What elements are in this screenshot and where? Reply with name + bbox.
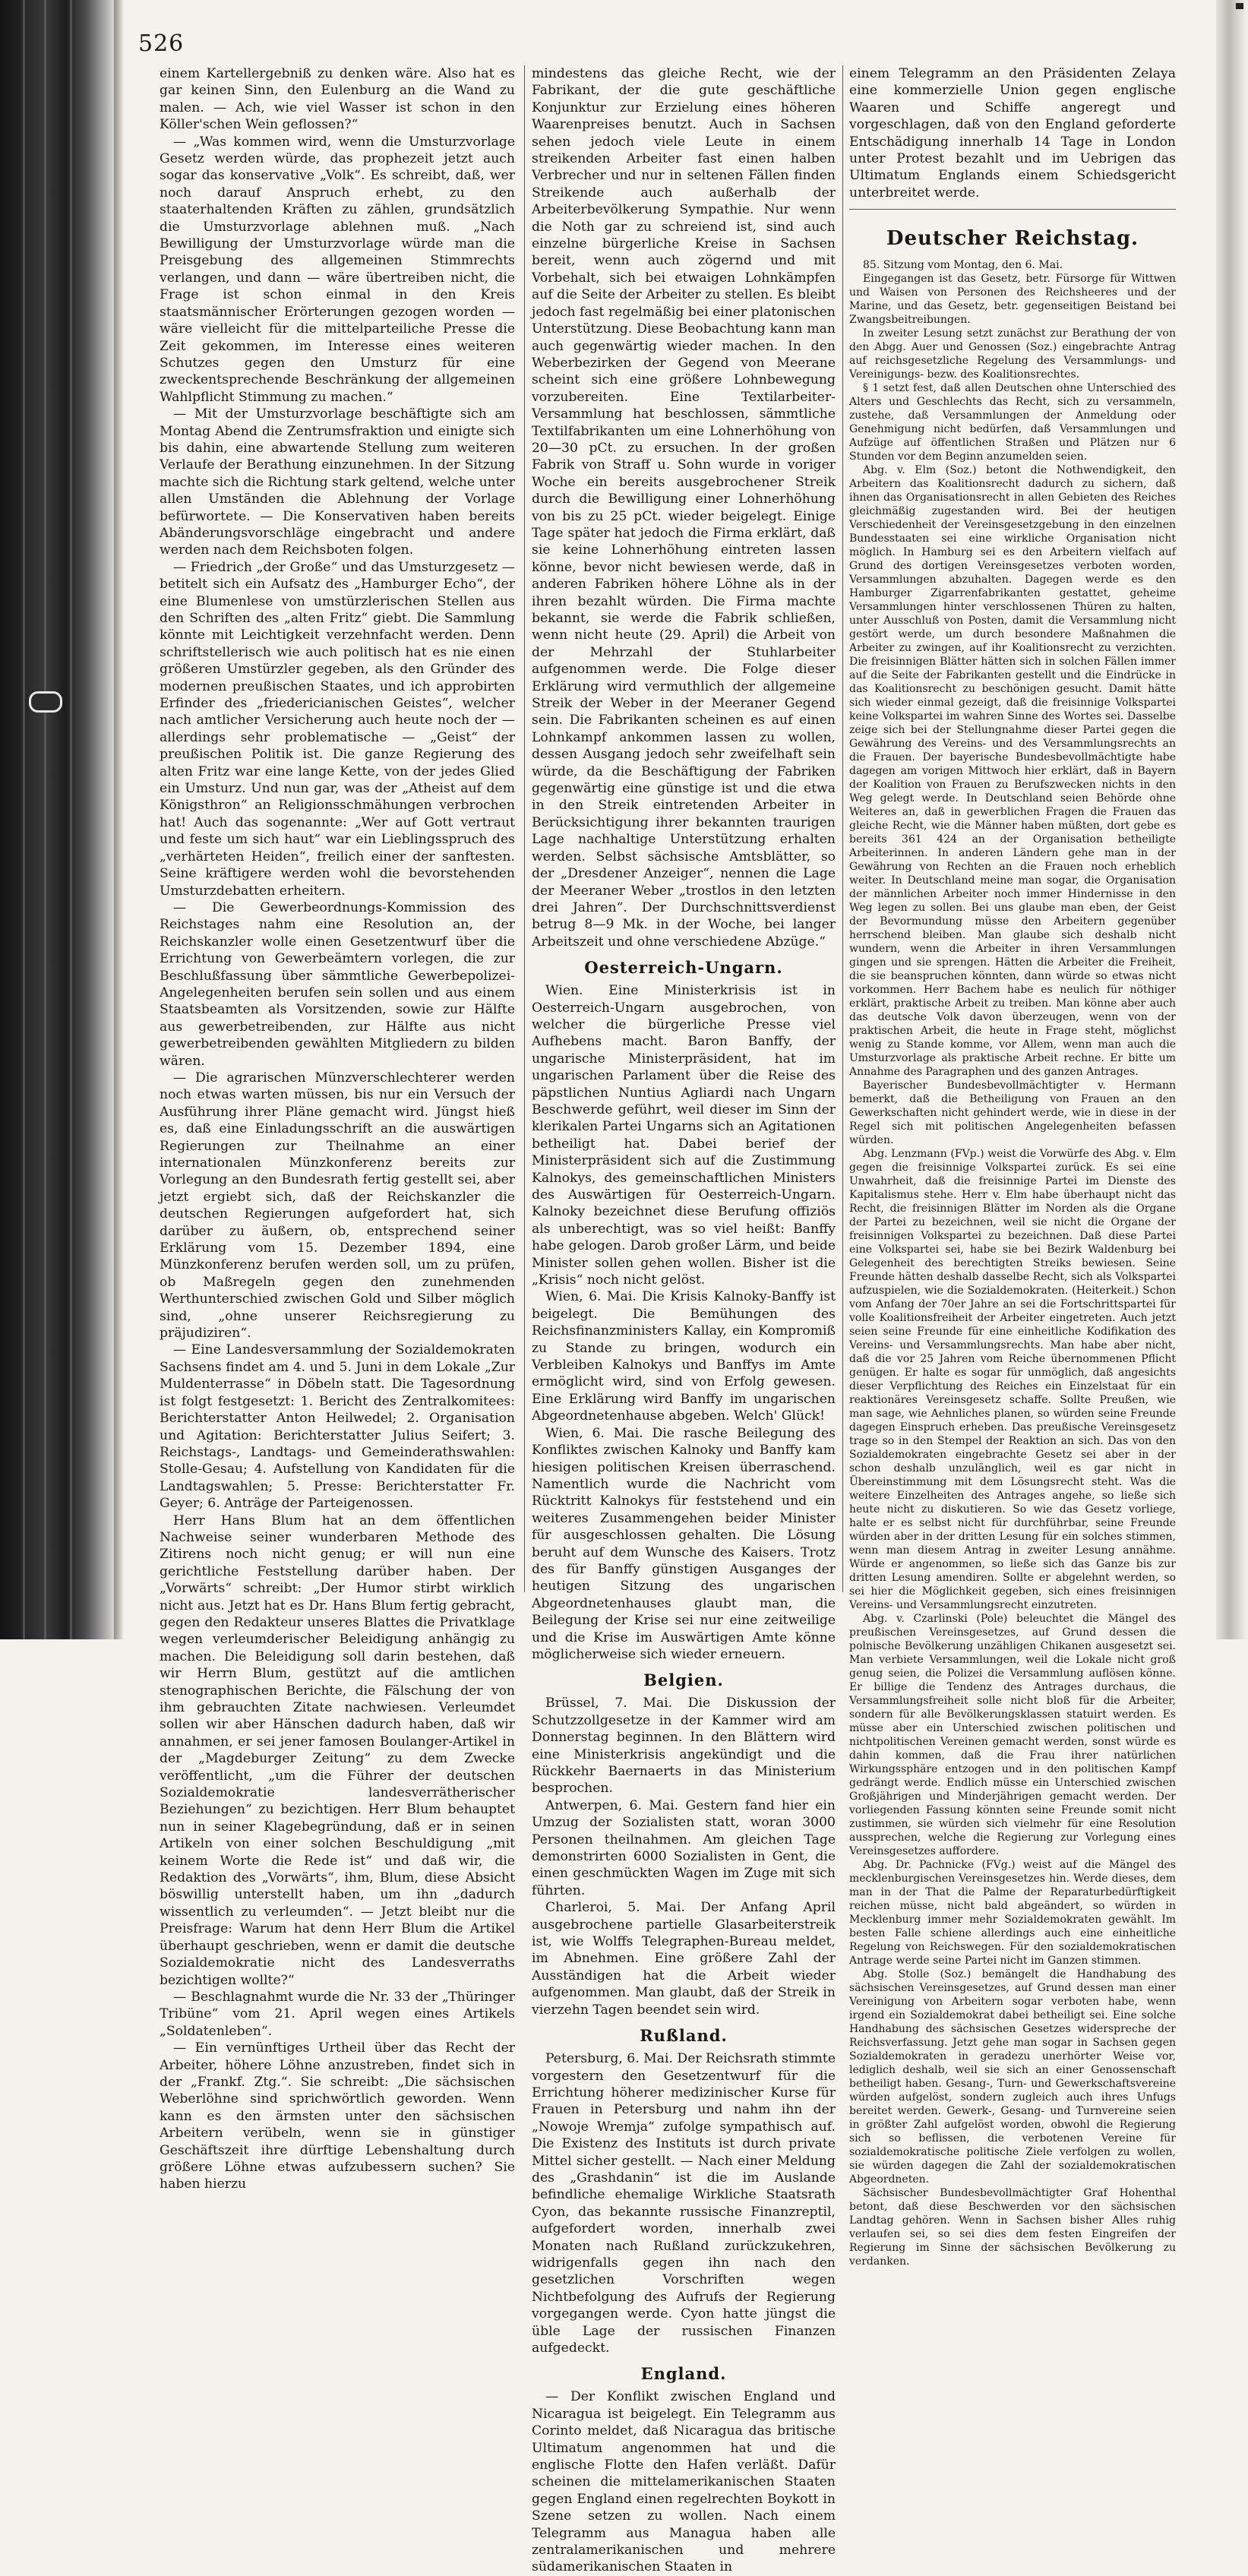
page-number: 526 <box>138 30 185 57</box>
article-paragraph: Abg. Stolle (Soz.) bemängelt die Handhabung des sächsischen Vereinsgesetzes, auf Grund dessen man einer Vereinigung von Arbeitern sogar verboten habe, wenn irgend ein Sozialdemokrat dabei betheiligt sei. Eine solche Handhabung des sächsischen Gesetzes widerspreche der Reichsverfassung. Jetzt gehe man sogar in Sachsen gegen Sozialdemokraten in geradezu unerhörter Weise vor, lediglich deshalb, weil sie sich an einer Genossenschaft betheiligt haben. Gesang-, Turn- und Gewerkschaftsvereine würden aufgelöst, sondern zugleich auch ihres Unfugs bereitet werden. Gewerk-, Gesang- und Turnvereine seien in größter Zahl aufgelöst worden, obwohl die Regierung sich so beflissen, die verbotenen Vereine für sozialdemokratische politische Ziele verfolgen zu wollen, sie würden dagegen die Zahl der sozialdemokratischen Abgeordneten. <box>849 1968 1176 2186</box>
article-paragraph: Abg. v. Czarlinski (Pole) beleuchtet die Mängel des preußischen Vereinsgesetzes, auf Grund dessen die polnische Bevölkerung unzähligen Chikanen ausgesetzt sei. Man verbiete Versammlungen, weil die Lokale nicht groß genug seien, die Polizei die Versammlung auflösen könne. Er billige die Tendenz des Antrages durchaus, die Versammlungsfreiheit solle nicht bloß für die Arbeiter, sondern für alle Bevölkerungsklassen statuirt werden. Es müsse aber ein Unterschied zwischen politischen und nichtpolitischen Vereinen gemacht werden, sonst würde es dahin kommen, daß die Frau ihrer natürlichen Wirkungssphäre entzogen und in den politischen Kampf gedrängt werde. Endlich müsse ein Unterschied zwischen Großjährigen und Minderjährigen gemacht werden. Der vorliegenden Fassung könnten seine Freunde somit nicht zustimmen, sie würden sich vielmehr für eine Resolution aussprechen, welche die Regierung zur Vorlegung eines Vereinsgesetzes auffordere. <box>849 1613 1176 1858</box>
article-paragraph: — Eine Landesversammlung der Sozialdemokraten Sachsens findet am 4. und 5. Juni in dem Lokale „Zur Muldenterrasse“ in Döbeln statt. Die Tagesordnung ist folgt festgesetzt: 1. Bericht des Zentralkomitees: Berichterstatter Anton Heilwedel; 2. Organisation und Agitation: Berichterstatter Julius Seifert; 3. Reichstags-, Landtags- und Gemeinderathswahlen: Stolle-Gesau; 4. Aufstellung von Kandidaten für die Landtagswahlen; 5. Presse: Berichterstatter Fr. Geyer; 6. Anträge der Parteigenossen. <box>160 1342 515 1512</box>
article-paragraph: Sächsischer Bundesbevollmächtigter Graf Hohenthal betont, daß diese Beschwerden vor den sächsischen Landtag gehören. Wenn in Sachsen bisher Alles ruhig verlaufen sei, so sei dies dem festen Eingreifen der Regierung im Sinne der sächsischen Bevölkerung zu verdanken. <box>849 2187 1176 2268</box>
section-divider <box>849 209 1176 210</box>
article-paragraph: Wien. Eine Ministerkrisis ist in Oesterreich-Ungarn ausgebrochen, von welcher die bürgerliche Presse viel Aufhebens macht. Baron Banffy, der ungarische Ministerpräsident, hat im ungarischen Parlament über die Reise des päpstlichen Nuntius Agliardi nach Ungarn Beschwerde geführt, weil dieser im Sinn der klerikalen Partei Ungarns sich an Agitationen betheiligt hat. Dabei berief der Ministerpräsident sich auf die Zustimmung Kalnokys, des gemeinschaftlichen Ministers des Auswärtigen für Oesterreich-Ungarn. Kalnoky bezeichnet diese Berufung offiziös als unberechtigt, was so viel heißt: Banffy habe gelogen. Darob großer Lärm, und beide Minister sollen gehen wollen. Bisher ist die „Krisis“ noch nicht gelöst. <box>532 983 836 1288</box>
article-paragraph: — Mit der Umsturzvorlage beschäftigte sich am Montag Abend die Zentrumsfraktion und einigte sich bis dahin, eine abwartende Stellung zum weiteren Verlaufe der Berathung einzunehmen. In der Sitzung machte sich die Richtung stark geltend, welche unter allen Umständen die Ablehnung der Vorlage befürwortete. — Die Konservativen haben bereits Abänderungsvorschläge eingebracht und andere werden nach dem Reichsboten folgen. <box>160 406 515 558</box>
section-heading: England. <box>640 2364 727 2384</box>
article-paragraph: Herr Hans Blum hat an dem öffentlichen Nachweise seiner wunderbaren Methode des Zitirens noch nicht genug; er will nun eine gerichtliche Feststellung darüber haben. Der „Vorwärts“ schreibt: „Der Humor stirbt wirklich nicht aus. Jetzt hat es Dr. Hans Blum fertig gebracht, gegen den Redakteur unseres Blattes die Privatklage wegen verleumderischer Beleidigung anhängig zu machen. Die Beleidigung soll darin bestehen, daß wir Herrn Blum, gestützt auf die amtlichen stenographischen Berichte, die Fälschung der von ihm gebrauchten Zitate nachwiesen. Verleumdet sollen wir aber Hänschen dadurch haben, daß wir annahmen, er sei jener famosen Boulanger-Artikel in der „Magdeburger Zeitung“ zu dem Zwecke veröffentlicht, „um die Führer der deutschen Sozialdemokratie landesverrätherischer Beziehungen“ zu bezichtigen. Herr Blum behauptet nun in seiner Klagebegründung, daß er in seinen Artikeln von einer solchen Beschuldigung „mit keinem Worte die Rede ist“ und daß wir, die Redaktion des „Vorwärts“, ihm, Blum, diese Absicht böswillig unterstellt haben, um ihn „dadurch wissentlich zu verleumden“. — Jetzt bleibt nur die Preisfrage: Warum hat denn Herr Blum die Artikel überhaupt geschrieben, wenn er damit die deutsche Sozialdemokratie nicht des Landesverraths bezichtigen wollte?“ <box>160 1512 515 1988</box>
section-heading: Oesterreich-Ungarn. <box>584 958 783 978</box>
article-paragraph: Abg. Lenzmann (FVp.) weist die Vorwürfe des Abg. v. Elm gegen die freisinnige Volkspartei zurück. Es sei eine Unwahrheit, daß die freisinnige Partei im Dienste des Kapitalismus stehe. Herr v. Elm habe überhaupt nicht das Recht, die freisinnigen Blätter im Norden als die Organe der Partei zu bezeichnen, weil sie nicht die Organe der freisinnigen Volkspartei zu bezeichnen. Daß diese Partei eine Volkspartei sei, habe sie bei Bezirk Waldenburg bei Gelegenheit des berechtigten Streiks bewiesen. Seine Freunde hätten deshalb dasselbe Recht, sich als Volkspartei aufzuspielen, wie die Sozialdemokraten. (Heiterkeit.) Schon vom Anfang der 70er Jahre an sei die Fortschrittspartei für volle Koalitionsfreiheit der Arbeiter eingetreten. Auch jetzt seien seine Freunde für eine einheitliche Kodifikation des Vereins- und Versammlungsrechts. Man habe aber nicht, daß die vor 25 Jahren vom Reiche übernommenen Pflicht genügen. Er halte es sogar für unmöglich, daß angesichts dieser Verpflichtung des Reiches ein Einzelstaat für ein reaktionäres Vereinsgesetz schaffe. Sollte Preußen, wie man sage, wie Aehnliches planen, so würden seine Freunde dagegen Einspruch erheben. Das preußische Vereinsgesetz trage so in den Stempel der Reaktion an sich. Das von den Sozialdemokraten eingebrachte Gesetz sei aber in der schon deshalb unzulänglich, weil es gar nicht in Übereinstimmung mit dem Lösungsrecht steht. Was die weitere Einzelheiten des Antrages angehe, so ließe sich heute nicht zu diskutieren. So wie das Gesetz vorliege, halte er es selbst nicht für durchführbar, seine Freunde würden aber in der dritten Lesung für ein solches stimmen, wenn man diesem Antrag in zweiter Lesung annähme. Würde er angenommen, so ließe sich das Ganze bis zur dritten Lesung amendiren. Sollte er abgelehnt werden, so sei hier die Möglichkeit gegeben, sich eines freisinnigen Vereins- und Versammlungsrecht einzutreten. <box>849 1148 1176 1612</box>
page-gutter <box>114 0 123 1639</box>
column-rule <box>524 65 525 1592</box>
section-heading: Rußland. <box>640 2026 728 2046</box>
article-paragraph: einem Telegramm an den Präsidenten Zelaya eine kommerzielle Union gegen englische Waaren und Schiffe angeregt und vorgeschlagen, daß von den England geforderte Entschädigung innerhalb 14 Tage in London unter Protest bezahlt und im Uebrigen das Ultimatum Englands einem Schiedsgericht unterbreitet werde. <box>849 66 1176 201</box>
article-paragraph: 85. Sitzung vom Montag, den 6. Mai. <box>863 259 1063 272</box>
article-paragraph: Abg. Dr. Pachnicke (FVg.) weist auf die Mängel des mecklenburgischen Vereinsgesetzes hin. Werde dieses, dem man in der That die Palme der Reparaturbedürftigkeit reichen müsse, nicht bald abgeändert, so würden in Mecklenburg immer mehr Sozialdemokraten gewählt. Im besten Falle schiene allerdings auch eine einheitliche Regelung von Reichswegen. Für den sozialdemokratischen Antrage werde seine Partei nicht im Ganzen stimmen. <box>849 1859 1176 1968</box>
article-paragraph: Antwerpen, 6. Mai. Gestern fand hier ein Umzug der Sozialisten statt, woran 3000 Personen theilnahmen. Am gleichen Tage demonstrirten 6000 Sozialisten in Gent, die einen geschmückten Wagen im Zuge mit sich führten. <box>532 1797 836 1898</box>
binding-hole <box>29 691 62 713</box>
book-binding <box>0 0 114 1639</box>
text-column-3 <box>849 65 1176 2268</box>
article-paragraph: einem Kartellergebniß zu denken wäre. Also hat es gar keinen Sinn, den Eulenburg an die Wand zu malen. — Ach, wie viel Wasser ist schon in den Köller'schen Wein geflossen?“ <box>160 66 515 133</box>
section-heading: Belgien. <box>643 1670 724 1690</box>
article-paragraph: — Die agrarischen Münzverschlechterer werden noch etwas warten müssen, bis nur ein Versuch der Ausführung ihrer Pläne gemacht wird. Jüngst hieß es, daß eine Einladungsschrift an die auswärtigen Regierungen zur Theilnahme an einer internationalen Münzkonferenz bereits zur Vorlegung an den Bundesrath fertig gestellt sei, aber jetzt ergiebt sich, daß der Reichskanzler die deutschen Regierungen aufgefordert hat, sich darüber zu äußern, ob, entsprechend seiner Erklärung vom 15. Dezember 1894, eine Münzkonferenz berufen werden soll, um zu prüfen, ob Maßregeln gegen den zunehmenden Werthunterschied zwischen Gold und Silber möglich sind, „ohne unserer Reichsregierung zu präjudiziren“. <box>160 1070 515 1342</box>
article-paragraph: § 1 setzt fest, daß allen Deutschen ohne Unterschied des Alters und Geschlechts das Recht, sich zu versammeln, zustehe, daß Versammlungen der Anmeldung oder Genehmigung nicht bedürfen, daß Versammlungen und Aufzüge auf öffentlichen Straßen und Plätzen nur 6 Stunden vor dem Beginn anzumelden seien. <box>849 382 1176 463</box>
article-paragraph: In zweiter Lesung setzt zunächst zur Berathung der von den Abgg. Auer und Genossen (Soz.) eingebrachte Antrag auf reichsgesetzliche Regelung des Versammlungs- und Vereinigungs- bezw. des Koalitionsrechtes. <box>849 327 1176 381</box>
text-column-2 <box>532 65 836 2575</box>
article-paragraph: Bayerischer Bundesbevollmächtigter v. Hermann bemerkt, daß die Betheiligung von Frauen an den Gewerkschaften nicht gehindert werde, wie in diese in der Regel sich mit politischen Angelegenheiten befassen würden. <box>849 1079 1176 1147</box>
article-paragraph: Abg. v. Elm (Soz.) betont die Nothwendigkeit, den Arbeitern das Koalitionsrecht dadurch zu sichern, daß ihnen das Organisationsrecht in allen Gebieten des Reiches gleichmäßig zugestanden wird. Bei der heutigen Verschiedenheit der Vereinsgesetzgebung in den einzelnen Bundesstaaten sei eine wirkliche Organisation nicht möglich. In Hamburg sei es den Arbeitern vielfach auf Grund des dortigen Vereinsgesetzes verboten worden, Versammlungen abzuhalten. Dagegen werde es den Hamburger Zigarrenfabrikanten gestattet, geheime Versammlungen hinter verschlossenen Thüren zu halten, unter Ausschluß von Posten, damit die Versammlung nicht gestört werde, um durch besondere Maßnahmen die Arbeiter zu zwingen, auf ihr Koalitionsrecht zu verzichten. Die freisinnigen Blätter hätten sich in solchen Fällen immer auf die Seite der Fabrikanten gestellt und die Eindrücke in das Koalitionsrecht zu beschönigen gesucht. Damit hätte sich wieder einmal gezeigt, daß die freisinnige Volkspartei keine Volkspartei im wahren Sinne des Wortes sei. Dasselbe zeige sich bei der Stellungnahme dieser Partei gegen die Gewährung des Vereins- und des Versammlungsrechts an die Frauen. Der bayerische Bundesbevollmächtigte habe dagegen am vorigen Mittwoch hier erklärt, daß in Bayern der Koalition von Frauen zu Berufszwecken nichts in den Weg gelegt werde. In Deutschland seien Behörde ohne Weiteres an, daß in gewerblichen Fragen die Frauen das gleiche Recht, wie die Männer haben müßten, dort gebe es bereits 361 424 an der Organisation betheiligte Arbeiterinnen. In anderen Ländern gehe man in der Gewährung von Rechten an die Frauen noch erheblich weiter. In Deutschland meine man sogar, die Organisation der männlichen Arbeiter noch immer Hindernisse in den Weg legen zu sollen. Bei uns glaube man eben, der Geist der Bevormundung müsse den Arbeitern gegenüber herrschend bleiben. Man glaube sich deshalb nicht wundern, wenn die Arbeiter in ihren Versammlungen gingen und sie sprengen. Hätten die Arbeiter die Freiheit, die sie beanspruchen könnten, dann würde so etwas nicht vorkommen. Herr Bachem habe es neulich für nöthiger erklärt, praktische Arbeit zu treiben. Man könne aber auch das deutsche Volk davon überzeugen, wenn von der praktischen Arbeit, die heute in Frage steht, möglichst wenig zu Stande komme, vor Allem, wenn man auch die Umsturzvorlage als praktische Arbeit rechne. Er bitte um Annahme des Paragraphen und des ganzen Antrages. <box>849 464 1176 1079</box>
section-heading: Deutscher Reichstag. <box>886 227 1139 251</box>
page-edge <box>1216 0 1248 1639</box>
article-paragraph: — Die Gewerbeordnungs-Kommission des Reichstages nahm eine Resolution an, der Reichskanzler wolle einen Gesetzentwurf über die Errichtung von Gewerbeämtern vorlegen, die zur Beschlußfassung über sämmtliche Gewerbepolizei-Angelegenheiten berufen sein sollen und aus einem Staatsbeamten als Vorsitzenden, sowie zur Hälfte aus gewerbetreibenden, zur Hälfte aus nicht gewerbetreibenden gewählten Mitgliedern zu bilden wären. <box>160 899 515 1069</box>
article-paragraph: Petersburg, 6. Mai. Der Reichsrath stimmte vorgestern den Gesetzentwurf für die Errichtung höherer medizinischer Kurse für Frauen in Petersburg und nahm ihn der „Nowoje Wremja“ zufolge sympathisch auf. Die Existenz des Instituts ist durch private Mittel sicher gestellt. — Nach einer Meldung des „Grashdanin“ ist die im Auslande befindliche ehemalige Wirkliche Staatsrath Cyon, das bekannte russische Finanzreptil, aufgefordert worden, innerhalb zwei Monaten nach Rußland zurückzukehren, widrigenfalls gegen ihn nach den gesetzlichen Vorschriften wegen Nichtbefolgung des Aufrufs der Regierung vorgegangen werde. Cyon hatte jüngst die üble Lage der russischen Finanzen aufgedeckt. <box>532 2051 836 2356</box>
article-paragraph: — Beschlagnahmt wurde die Nr. 33 der „Thüringer Tribüne“ vom 21. April wegen eines Artikels „Soldatenleben“. <box>160 1989 515 2039</box>
article-paragraph: Brüssel, 7. Mai. Die Diskussion der Schutzzollgesetze in der Kammer wird am Donnerstag beginnen. In den Blättern wird eine Ministerkrisis angekündigt und die Rückkehr Baernaerts in das Ministerium besprochen. <box>532 1696 836 1797</box>
corner-mark <box>1236 3 1243 9</box>
article-paragraph: — Friedrich „der Große“ und das Umsturzgesetz — betitelt sich ein Aufsatz des „Hamburger Echo“, der eine Blumenlese von umstürzlerischen Stellen aus den Schriften des „alten Fritz“ giebt. Die Sammlung könnte mit Leichtigkeit verzehnfacht werden. Denn schriftstellerisch wie auch politisch hat es nie einen größeren Umstürzler gegeben, als den Gründer des modernen preußischen Staates, und ich approbirten Erfinder des „friedericianischen Geistes“, welcher nach amtlicher Versicherung auch heute noch der — allerdings sehr problematische — „Geist“ der preußischen Politik ist. Die ganze Regierung des alten Fritz war eine lange Kette, von der jedes Glied ein Umsturz. Und nun gar, was der „Atheist auf dem Königsthron“ an Religionsschmähungen verbrochen hat! Auch das sogenannte: „Wer auf Gott vertraut und feste um sich haut“ war ein Lieblingsspruch des „verhärteten Heiden“, freilich einer der sanftesten. Seine kräftigere werden wohl die bevorstehenden Umsturzdebatten erheitern. <box>160 559 515 899</box>
column-rule <box>842 65 843 1592</box>
article-paragraph: — Der Konflikt zwischen England und Nicaragua ist beigelegt. Ein Telegramm aus Corinto meldet, daß Nicaragua das britische Ultimatum angenommen hat und die englische Flotte den Hafen verläßt. Dafür scheinen die mittelamerikanischen Staaten gegen England einen regelrechten Boykott in Szene setzen zu wollen. Nach einem Telegramm aus Managua haben alle zentralamerikanischen und mehrere südamerikanischen Staaten in <box>532 2389 836 2575</box>
text-column-1 <box>160 65 515 2192</box>
article-paragraph: Wien, 6. Mai. Die rasche Beilegung des Konfliktes zwischen Kalnoky und Banffy kam hiesigen politischen Kreisen überraschend. Namentlich wurde die Nachricht vom Rücktritt Kalnokys für feststehend und ein weiteres Zusammengehen beider Minister für ausgeschlossen gehalten. Die Lösung beruht auf dem Wunsche des Kaisers. Trotz des für Banffy günstigen Ausganges der heutigen Sitzung des ungarischen Abgeordnetenhauses glaubt man, die Beilegung der Krise sei nur eine zeitweilige und die Krise im Auswärtigen Amte könne möglicherweise sich wieder erneuern. <box>532 1425 836 1662</box>
article-paragraph: — Ein vernünftiges Urtheil über das Recht der Arbeiter, höhere Löhne anzustreben, findet sich in der „Frankf. Ztg.“. Sie schreibt: „Die sächsischen Weberlöhne sind sprichwörtlich geworden. Wenn kann es den ärmsten unter den sächsischen Arbeitern verübeln, wenn sie in günstiger Geschäftszeit ihre dürftige Lebenshaltung durch größere Löhne etwas aufzubessern suchen? Sie haben hierzu <box>160 2040 515 2192</box>
article-paragraph: Charleroi, 5. Mai. Der Anfang April ausgebrochene partielle Glasarbeiterstreik ist, wie Wolffs Telegraphen-Bureau meldet, im Abnehmen. Eine größere Zahl der Ausständigen hat die Arbeit wieder aufgenommen. Man glaubt, daß der Streik in vierzehn Tagen beendet sein wird. <box>532 1900 836 2018</box>
article-paragraph: mindestens das gleiche Recht, wie der Fabrikant, der die gute geschäftliche Konjunktur zur Erzielung eines höheren Waarenpreises benutzt. Auch in Sachsen sehen jedoch viele Leute in einem streikenden Arbeiter fast einen halben Verbrecher und nur in seltenen Fällen finden Streikende auch außerhalb der Arbeiterbevölkerung Sympathie. Nur wenn die Noth gar zu schreiend ist, sind auch einzelne bürgerliche Kreise in Sachsen bereit, wenn auch zögernd und mit Vorbehalt, sich bei etwaigen Lohnkämpfen auf die Seite der Arbeiter zu stellen. Es bleibt jedoch fast regelmäßig bei einer platonischen Unterstützung. Diese Beobachtung kann man auch gegenwärtig wieder machen. In den Weberbezirken der Gegend von Meerane scheint sich eine größere Lohnbewegung vorzubereiten. Eine Textilarbeiter-Versammlung hat beschlossen, sämmtliche Textilfabrikanten um eine Lohnerhöhung von 20—30 pCt. zu ersuchen. In der großen Fabrik von Straff u. Sohn wurde in voriger Woche ein bereits ausgebrochener Streik durch die Bewilligung einer Lohnerhöhung von bis zu 25 pCt. wieder beigelegt. Einige Tage später hat jedoch die Firma erklärt, daß sie keine Lohnerhöhung eintreten lassen könne, bevor nicht bewiesen werde, daß in anderen Fabriken höhere Löhne als in der ihren bezahlt würden. Die Firma machte bekannt, sie werde die Fabrik schließen, wenn nicht heute (29. April) die Arbeit von der Mehrzahl der Stuhlarbeiter aufgenommen werde. Die Folge dieser Erklärung wird vermuthlich der allgemeine Streik der Weber in der Meeraner Gegend sein. Die Fabrikanten scheinen es auf einen Lohnkampf ankommen lassen zu wollen, dessen Ausgang jedoch sehr zweifelhaft sein würde, da die Beschäftigung der Fabriken gegenwärtig eine günstige ist und die etwa in den Streik eintretenden Arbeiter in Berücksichtigung ihrer bekannten traurigen Lage nachhaltige Unterstützung erhalten werden. Selbst sächsische Amtsblätter, so der „Dresdener Anzeiger“, nennen die Lage der Meeraner Weber „trostlos in den letzten drei Jahren“. Der Durchschnittsverdienst betrug 8—9 Mk. in der Woche, bei langer Arbeitszeit und ohne verschiedene Abzüge.“ <box>532 66 836 950</box>
article-paragraph: Eingegangen ist das Gesetz, betr. Fürsorge für Wittwen und Waisen von Personen des Reichsheeres und der Marine, und das Gesetz, betr. gegenseitigen Beistand bei Zwangsbeitreibungen. <box>849 273 1176 327</box>
article-paragraph: — „Was kommen wird, wenn die Umsturzvorlage Gesetz werden würde, das prophezeit jetzt auch sogar das konservative „Volk“. Es schreibt, daß, wer noch darauf Anspruch erhebt, zu den staaterhaltenden Kräften zu zählen, grundsätzlich die Umsturzvorlage ablehnen muß. „Nach Bewilligung der Umsturzvorlage würde man die Preisgebung des allgemeinen Stimmrechts verlangen, und dann — wäre übertreiben nicht, die Frage ist schon einmal in den Kreis staatsmännischer Erörterungen gezogen worden — wäre vielleicht für die mittelparteiliche Presse die Zeit gekommen, im Interesse eines weiteren Schutzes gegen den Umsturz für eine zweckentsprechende Beschränkung der allgemeinen Wahlpflicht Stimmung zu machen.“ <box>160 134 515 405</box>
article-paragraph: Wien, 6. Mai. Die Krisis Kalnoky-Banffy ist beigelegt. Die Bemühungen des Reichsfinanzministers Kallay, ein Kompromiß zu Stande zu bringen, wodurch ein Verbleiben Kalnokys und Banffys im Amte ermöglicht wird, sind von Erfolg gewesen. Eine Erklärung wird Banffy im ungarischen Abgeordnetenhause abgeben. Welch' Glück! <box>532 1289 836 1424</box>
